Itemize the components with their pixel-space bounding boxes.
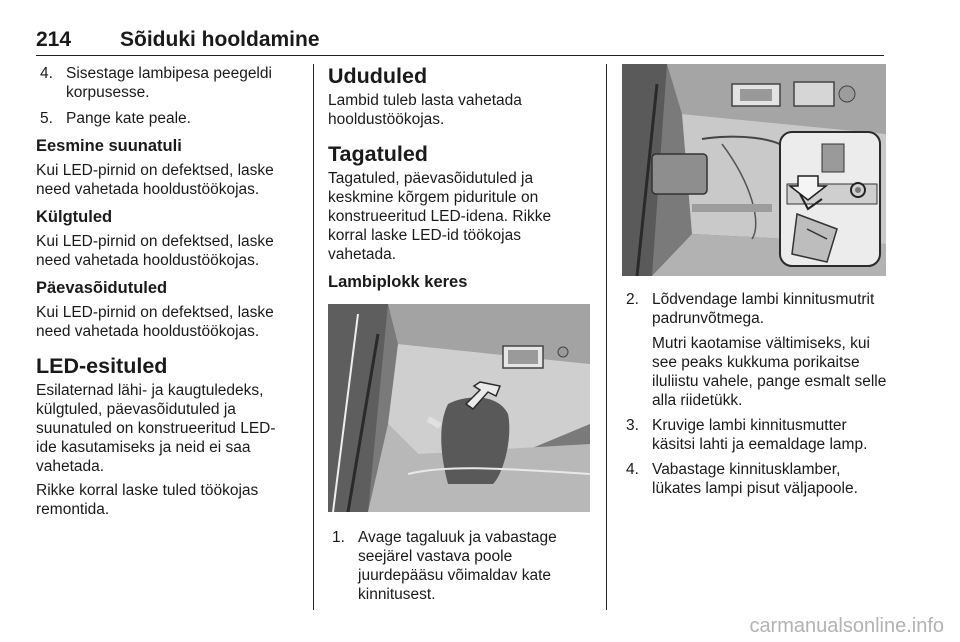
header-rule: [36, 55, 884, 56]
list-item: [36, 64, 288, 102]
section-body: Kui LED-pirnid on defektsed, laske need vahetada hooldustöökojas.: [36, 162, 274, 198]
section-body: Kui LED-pirnid on defektsed, laske need vahetada hooldustöökojas.: [36, 304, 274, 340]
steps-right: [622, 290, 890, 498]
column-divider-1: [313, 64, 314, 610]
section-heading: Päevasõidutuled: [36, 279, 168, 297]
column-divider-2: [606, 64, 607, 610]
list-item-number: 3.: [626, 417, 639, 434]
list-item: [622, 416, 890, 454]
list-item-text: Pange kate peale.: [66, 110, 191, 127]
section-body: Rikke korral laske tuled töökojas remontida.: [36, 482, 259, 518]
watermark: carmanualsonline.info: [749, 615, 944, 637]
list-item-number: 5.: [40, 110, 53, 127]
list-item: [328, 528, 590, 604]
list-item-number: 1.: [332, 529, 345, 546]
list-item-text: Sisestage lambipesa peegeldi korpusesse.: [66, 65, 272, 101]
steps: [328, 528, 590, 604]
section-heading-large: LED-esituled: [36, 354, 168, 378]
list-item: [622, 290, 890, 410]
lamp-nut-illustration: [622, 64, 886, 276]
section-body: Lambid tuleb lasta vahetada hooldustöökojas.: [328, 92, 522, 128]
steps-continued: [36, 64, 288, 128]
section-body: Tagatuled, päevasõidutuled ja keskmine kõrgem piduritule on konstrueeritud LED-idena. Rikke korral laske LED-id töökojas vahetada.: [328, 170, 552, 263]
illustration-lamp-nut: [622, 64, 886, 276]
list-item-note: Mutri kaotamise vältimiseks, kui see peaks kukkuma porikaitse iluliistu vahele, pange esmalt selle alla riidetükk.: [652, 335, 887, 409]
section-body: Kui LED-pirnid on defektsed, laske need vahetada hooldustöökojas.: [36, 233, 274, 269]
chapter-title: Sõiduki hooldamine: [120, 28, 320, 51]
column-1: [36, 64, 288, 519]
section-heading-large: Ududuled: [328, 64, 428, 88]
section-heading: Eesmine suunatuli: [36, 137, 182, 155]
list-item-text: Avage tagaluuk ja vabastage seejärel vastava poole juurdepääsu võimaldav kate kinnitusest.: [358, 529, 557, 603]
list-item-number: 4.: [40, 65, 53, 82]
section-heading: Lambiplokk keres: [328, 273, 468, 291]
section-body: Esilaternad lähi- ja kaugtuledeks, külgtuled, päevasõidutuled ja suunatuled on konstrueeritud LED-ide kasutamiseks ja neid ei saa vahetada.: [36, 382, 276, 475]
page-number: 214: [36, 28, 72, 51]
list-item-number: 4.: [626, 461, 639, 478]
list-item-text: Lõdvendage lambi kinnitusmutrit padrunvõtmega.: [652, 291, 875, 327]
trunk-cover-illustration: [328, 304, 590, 512]
list-item-text: Kruvige lambi kinnitusmutter käsitsi lahti ja eemaldage lamp.: [652, 417, 868, 453]
list-item: [622, 460, 890, 498]
illustration-trunk-cover: [328, 304, 590, 512]
list-item-number: 2.: [626, 291, 639, 308]
list-item: [36, 109, 288, 128]
column-2: [328, 64, 590, 604]
section-heading-large: Tagatuled: [328, 142, 428, 166]
column-3: [622, 64, 890, 498]
list-item-text: Vabastage kinnitusklamber, lükates lampi pisut väljapoole.: [652, 461, 858, 497]
section-heading: Külgtuled: [36, 208, 113, 226]
page-header: [36, 28, 884, 54]
